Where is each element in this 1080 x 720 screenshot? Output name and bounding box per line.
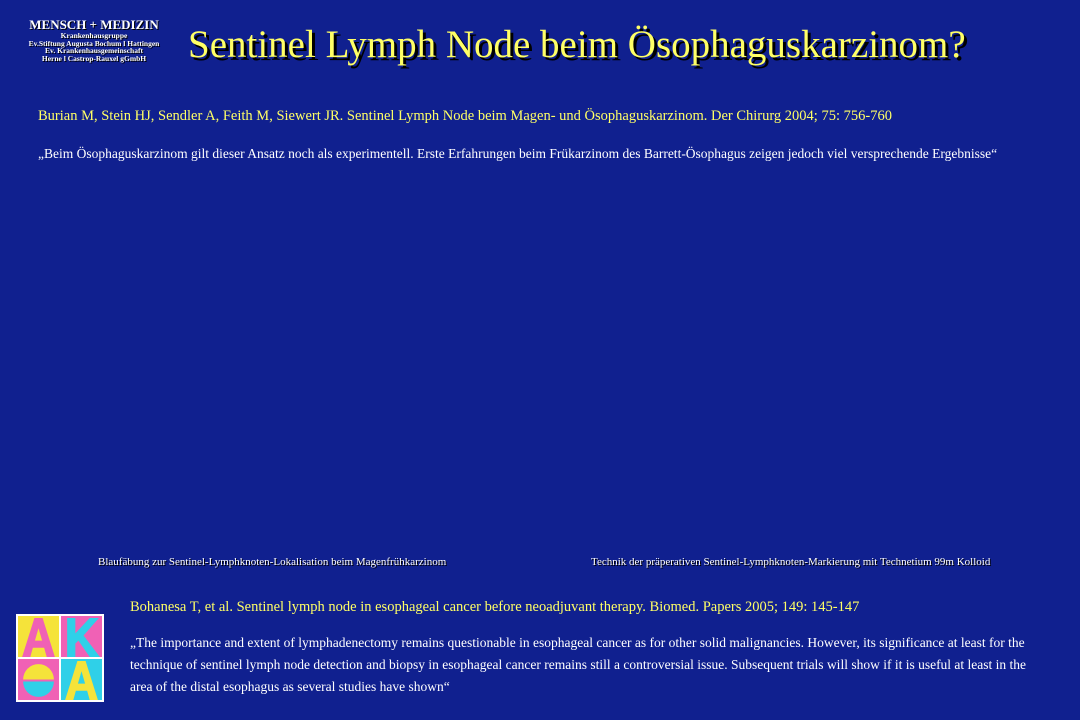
reference-1-quote: „Beim Ösophaguskarzinom gilt dieser Ansatz noch als experimentell. Erste Erfahrungen beim Frükarzinom des Barrett-Ösophagus zeigen jedoch viel versprechende Ergebnisse“ (38, 146, 998, 161)
caption-left: Blaufäbung zur Sentinel-Lymphknoten-Lokalisation beim Magenfrühkarzinom (98, 556, 447, 568)
caption-right: Technik der präperativen Sentinel-Lymphknoten-Markierung mit Technetium 99m Kolloid (591, 556, 991, 568)
org-line-3: Ev. Krankenhausgemeinschaft (45, 46, 143, 56)
akoa-logo (16, 614, 104, 702)
logo-tile-a (18, 616, 59, 657)
org-line-2: Ev.Stiftung Augusta Bochum l Hattingen (28, 38, 160, 48)
org-line-1: Krankenhausgruppe (60, 30, 128, 40)
org-line-4: Herne l Castrop-Rauxel gGmbH (41, 54, 147, 64)
reference-2-citation: Bohanesa T, et al. Sentinel lymph node in esophageal cancer before neoadjuvant therapy. Biomed. Papers 2005; 149: 145-147 (130, 599, 860, 615)
organization-header (10, 18, 178, 63)
slide-title: Sentinel Lymph Node beim Ösophaguskarzinom? (188, 23, 966, 66)
reference-2-quote: „The importance and extent of lymphadenectomy remains questionable in esophageal cancer as for other solid malignancies. However, its significance at least for the technique of sentinel lymph node detection and biopsy in esophageal cancer remains still a controversial issue. Subsequent trials will show if it is useful at least in the area of the distal esophagus as several studies have shown“ (130, 635, 1027, 694)
org-name: MENSCH + MEDIZIN (29, 17, 159, 32)
logo-tile-k (61, 616, 102, 657)
reference-1-citation: Burian M, Stein HJ, Sendler A, Feith M, Siewert JR. Sentinel Lymph Node beim Magen- und Ösophaguskarzinom. Der Chirurg 2004; 75: 756-760 (38, 108, 892, 124)
logo-tile-o (18, 659, 59, 700)
logo-tile-a2 (61, 659, 102, 700)
